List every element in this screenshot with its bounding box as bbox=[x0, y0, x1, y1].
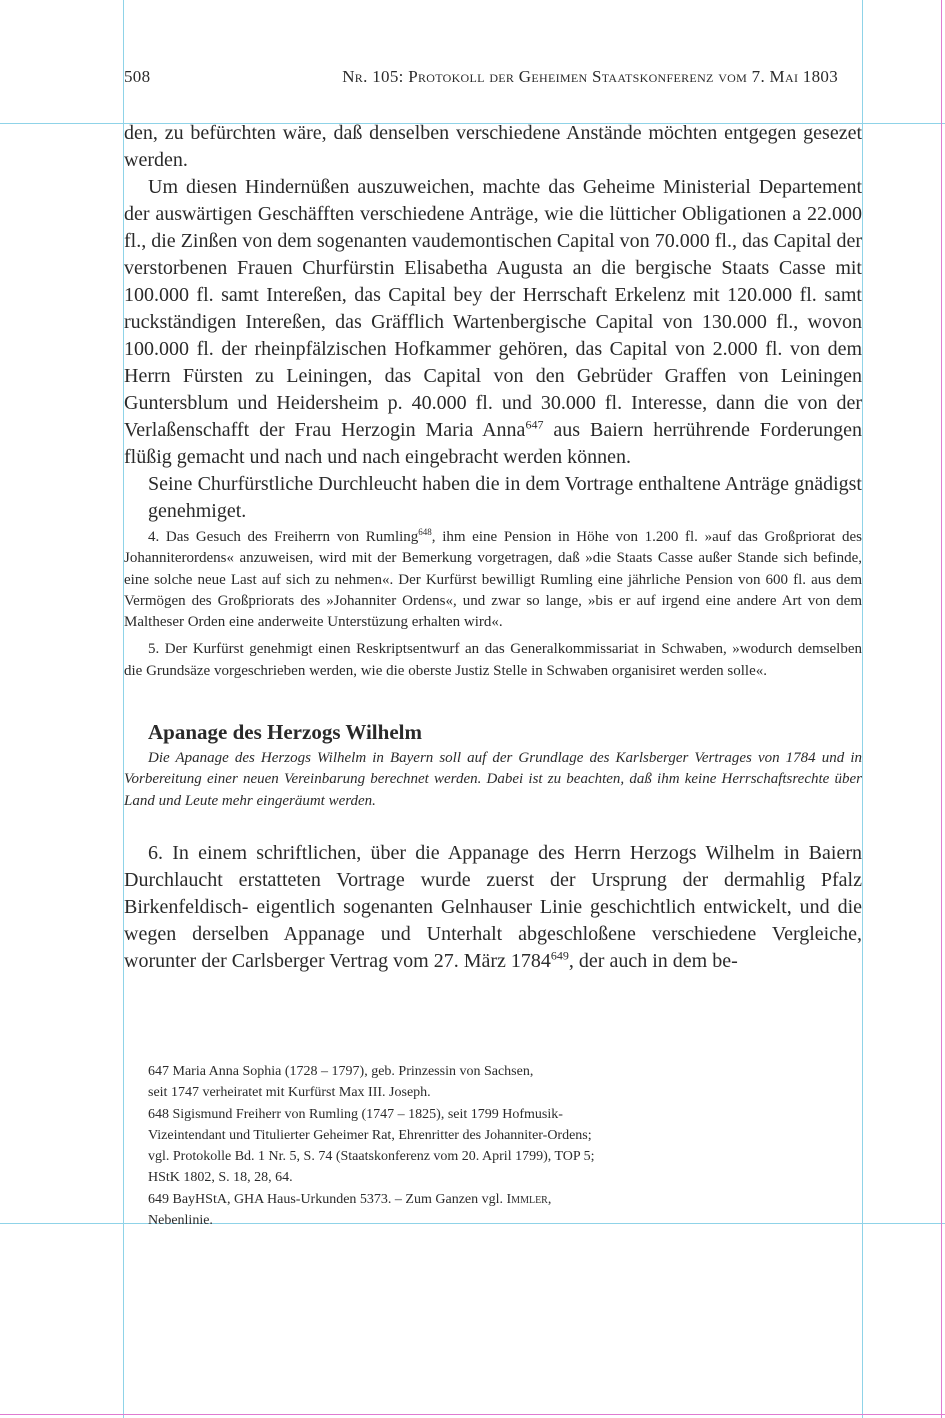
footnote-648-line: 648 Sigismund Freiherr von Rumling (1747 – 1825), seit 1799 Hofmusik- bbox=[148, 1106, 563, 1122]
guide-right bbox=[862, 0, 863, 1418]
page-number: 508 bbox=[124, 67, 151, 86]
paragraph-item-6 bbox=[124, 840, 862, 975]
author-name: Immler, bbox=[506, 1191, 552, 1207]
item-4 bbox=[124, 527, 862, 633]
footnote-text: 649 BayHStA, GHA Haus-Urkunden 5373. – Zum Ganzen vgl. bbox=[148, 1191, 507, 1207]
paragraph-text: , der auch in dem be- bbox=[568, 949, 738, 972]
footnote-ref-648: 648 bbox=[418, 527, 432, 537]
paragraph-text: Um diesen Hindernüßen auszuweichen, machte das Geheime Ministerial Departement der auswärtigen Geschäfften verschiedene Anträge, wie die lütticher Obligationen a 22.000 fl., die Zinßen von dem sogenanten vaudemontischen Capital von 70.000 fl., das Capital der verstorbenen Frauen Churfürstin Elisabetha Augusta an die bergische Staats Casse mit 100.000 fl. samt Intereßen, das Capital bey der Herrschaft Erkelenz mit 120.000 fl. samt ruckständigen Intereßen, das Gräfflich Wartenbergische Capital von 130.000 fl., wovon 100.000 fl. der rheinpfälzischen Hofkammer gehören, das Capital von 2.000 fl. von dem Herrn Fürsten zu Leiningen, das Capital von den Gebrüder Graffen von Leiningen Guntersblum und Heidersheim p. 40.000 fl. und 30.000 fl. Interesse, dann die von der Verlaßenschafft der Frau Herzogin Maria Anna bbox=[124, 176, 862, 441]
footnote-648-line: Vizeintendant und Titulierter Geheimer Rat, Ehrenritter des Johanniter-Ordens; bbox=[148, 1127, 592, 1143]
footnote-ref-649: 649 bbox=[550, 948, 569, 963]
footnote-647-line: seit 1747 verheiratet mit Kurfürst Max III. Joseph. bbox=[148, 1085, 431, 1101]
paragraph-text: 6. In einem schriftlichen, über die Appanage des Herrn Herzogs Wilhelm in Baiern Durchlaucht erstatteten Vortrage wurde zuerst der Ursprung der dermahlig Pfalz Birkenfeldisch- eigentlich sogenanten Gelnhauser Linie geschichtlich entwickelt, und die wegen derselben Appanage und Unterhalt abgeschloßene verschiedene Vergleiche, worunter der Carlsberger Vertrag vom 27. März 1784 bbox=[124, 841, 862, 972]
item-text: , ihm eine Pension in Höhe von 1.200 fl. »auf das Großpriorat des Johanniterordens« anzuweisen, wird mit der Bemerkung vorgetragen, daß »die Staats Casse außer Stande sich befinde, eine solche neue Last auf sich zu nehmen«. Der Kurfürst bewilligt Rumling eine jährliche Pension von 600 fl. aus dem Vermögen des Großpriorats des »Johanniter Ordens«, und zwar so lange, »bis er auf irgend eine andere Art von dem Maltheser Orden eine anderweite Unterstüzung erhalten wird«. bbox=[124, 529, 862, 631]
paragraph-text: aus Baiern herrührende Forderungen flüßig gemacht und nach und nach eingebracht werden können. bbox=[124, 419, 862, 468]
footnotes bbox=[148, 1061, 748, 1231]
paragraph-resolution: Seine Churfürstliche Durchleucht haben die in dem Vortrage enthaltene Anträge gnädigst genehmiget. bbox=[148, 473, 862, 522]
running-title: Nr. 105: Protokoll der Geheimen Staatskonferenz vom 7. Mai 1803 bbox=[342, 67, 838, 86]
main-text bbox=[124, 120, 862, 975]
guide-page-edge-right bbox=[941, 0, 942, 1418]
footnote-649-line: Nebenlinie. bbox=[148, 1213, 213, 1229]
guide-page-edge-bottom bbox=[0, 1414, 945, 1415]
footnote-649-line bbox=[148, 1189, 748, 1210]
paragraph-continuation: den, zu befürchten wäre, daß denselben verschiedene Anstände möchten entgegen gesezet werden. bbox=[124, 122, 862, 171]
footnote-648-line: vgl. Protokolle Bd. 1 Nr. 5, S. 74 (Staatskonferenz vom 20. April 1799), TOP 5; bbox=[148, 1149, 595, 1165]
footnote-648-line: HStK 1802, S. 18, 28, 64. bbox=[148, 1170, 293, 1186]
section-heading: Apanage des Herzogs Wilhelm bbox=[148, 720, 422, 745]
footnote-647-line: 647 Maria Anna Sophia (1728 – 1797), geb. Prinzessin von Sachsen, bbox=[148, 1064, 534, 1079]
item-5: 5. Der Kurfürst genehmigt einen Reskriptsentwurf an das Generalkommissariat in Schwaben, »wodurch demselben die Grundsäze vorgeschrieben werden, wie die oberste Justiz Stelle in Schwaben organisiret werden solle«. bbox=[124, 641, 862, 679]
paragraph-hindernuesse bbox=[124, 174, 862, 471]
footnote-ref-647: 647 bbox=[525, 417, 544, 432]
section-abstract: Die Apanage des Herzogs Wilhelm in Bayern soll auf der Grundlage des Karlsberger Vertrages von 1784 und in Vorbereitung einer neuen Vereinbarung berechnet werden. Dabei ist zu beachten, daß ihm keine Herrschaftsrechte über Land und Leute mehr eingeräumt werden. bbox=[124, 750, 862, 809]
item-text: 4. Das Gesuch des Freiherrn von Rumling bbox=[148, 529, 419, 545]
